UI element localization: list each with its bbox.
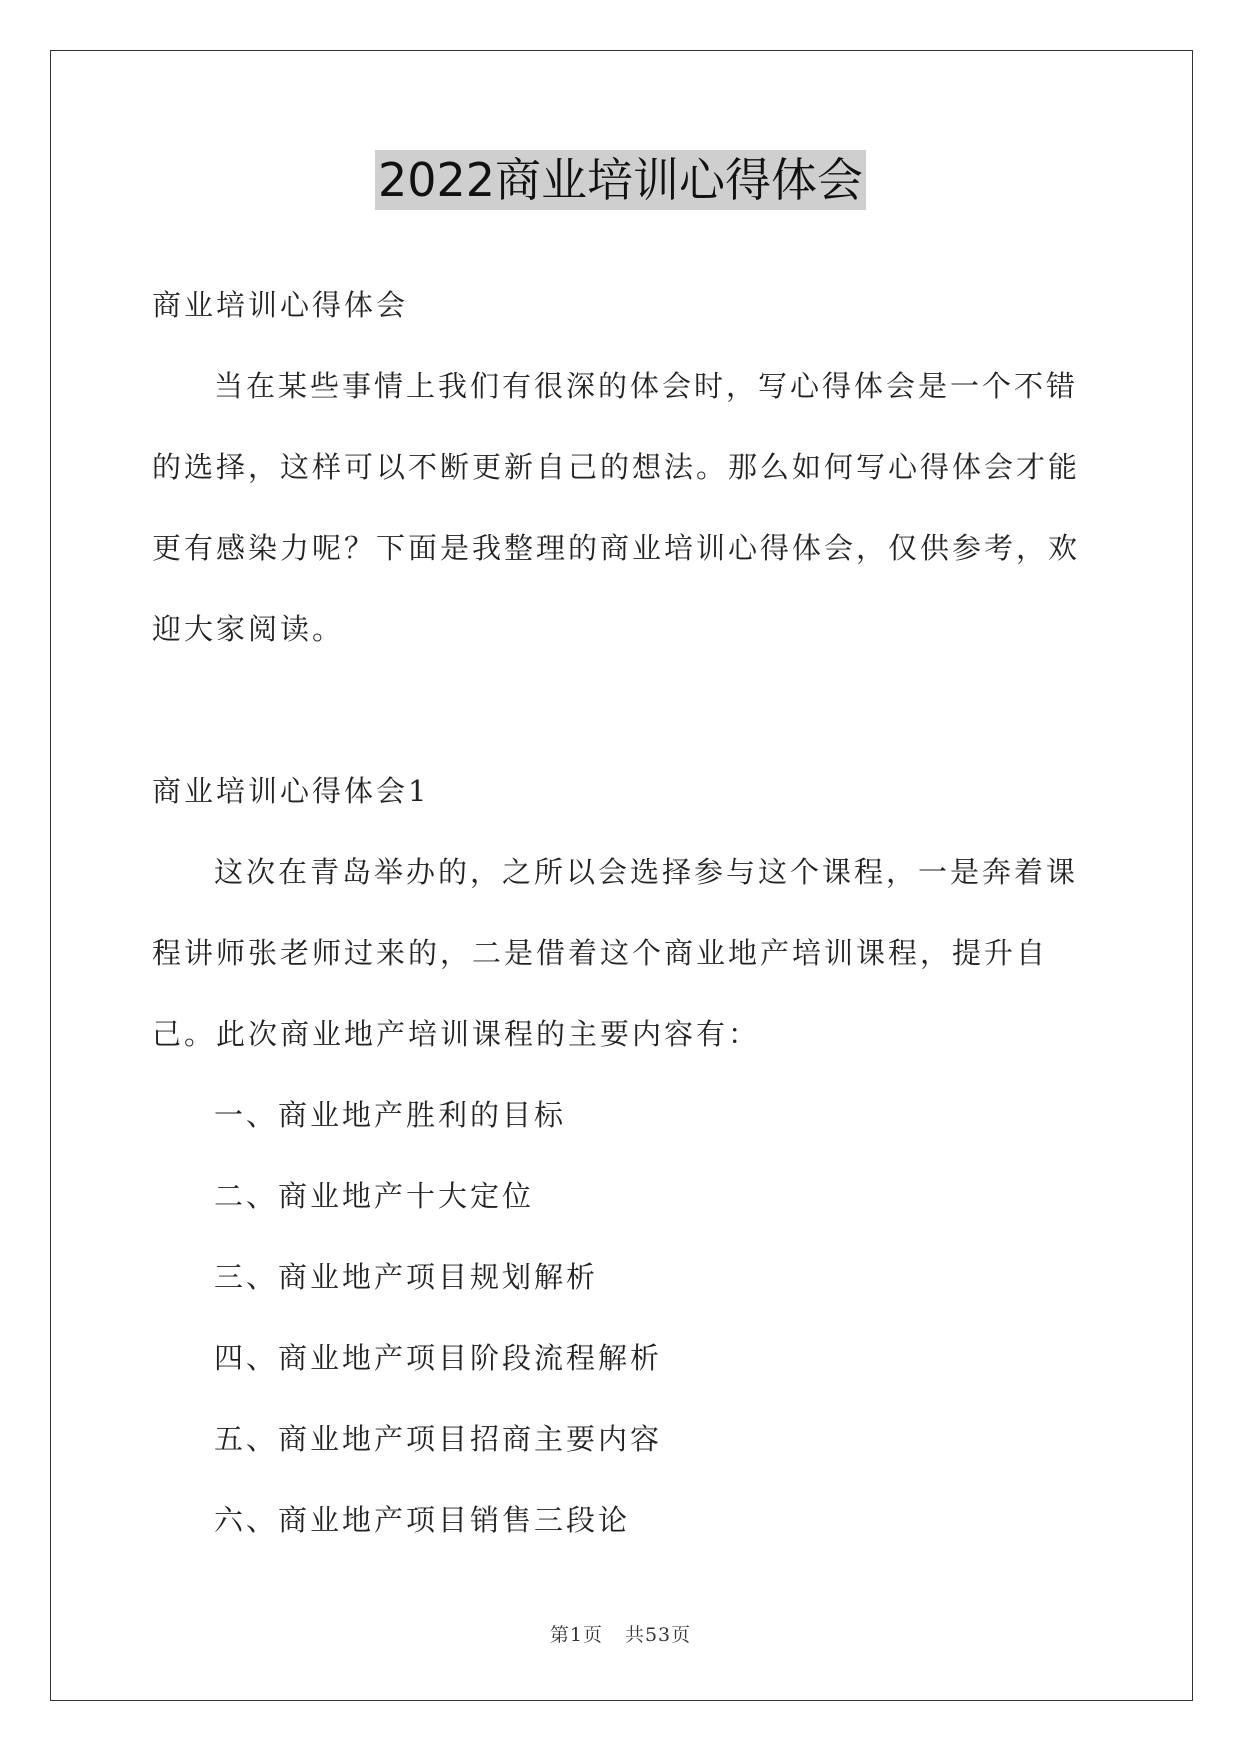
section-spacer <box>152 670 1092 751</box>
list-item: 二、商业地产十大定位 <box>214 1179 535 1213</box>
document-body <box>152 265 1092 1561</box>
section-heading: 商业培训心得体会1 <box>152 774 430 808</box>
page-number: 第1页 <box>549 1624 603 1646</box>
intro-paragraph: 当在某些事情上我们有很深的体会时，写心得体会是一个不错的选择，这样可以不断更新自己的想法。那么如何写心得体会才能更有感染力呢？下面是我整理的商业培训心得体会，仅供参考，欢迎大家阅读。 <box>152 369 1081 646</box>
list-item: 四、商业地产项目阶段流程解析 <box>214 1341 663 1375</box>
page-total: 共53页 <box>624 1624 692 1646</box>
document-title-text: 2022商业培训心得体会 <box>375 150 866 210</box>
list-item: 六、商业地产项目销售三段论 <box>214 1503 631 1537</box>
list-item: 五、商业地产项目招商主要内容 <box>214 1422 663 1456</box>
list-item: 三、商业地产项目规划解析 <box>214 1260 599 1294</box>
section-paragraph: 这次在青岛举办的，之所以会选择参与这个课程，一是奔着课程讲师张老师过来的，二是借着这个商业地产培训课程，提升自己。此次商业地产培训课程的主要内容有： <box>152 855 1079 1051</box>
list-item: 一、商业地产胜利的目标 <box>214 1098 567 1132</box>
intro-heading: 商业培训心得体会 <box>152 288 409 322</box>
page-footer <box>0 1620 1241 1647</box>
document-title <box>0 150 1241 210</box>
